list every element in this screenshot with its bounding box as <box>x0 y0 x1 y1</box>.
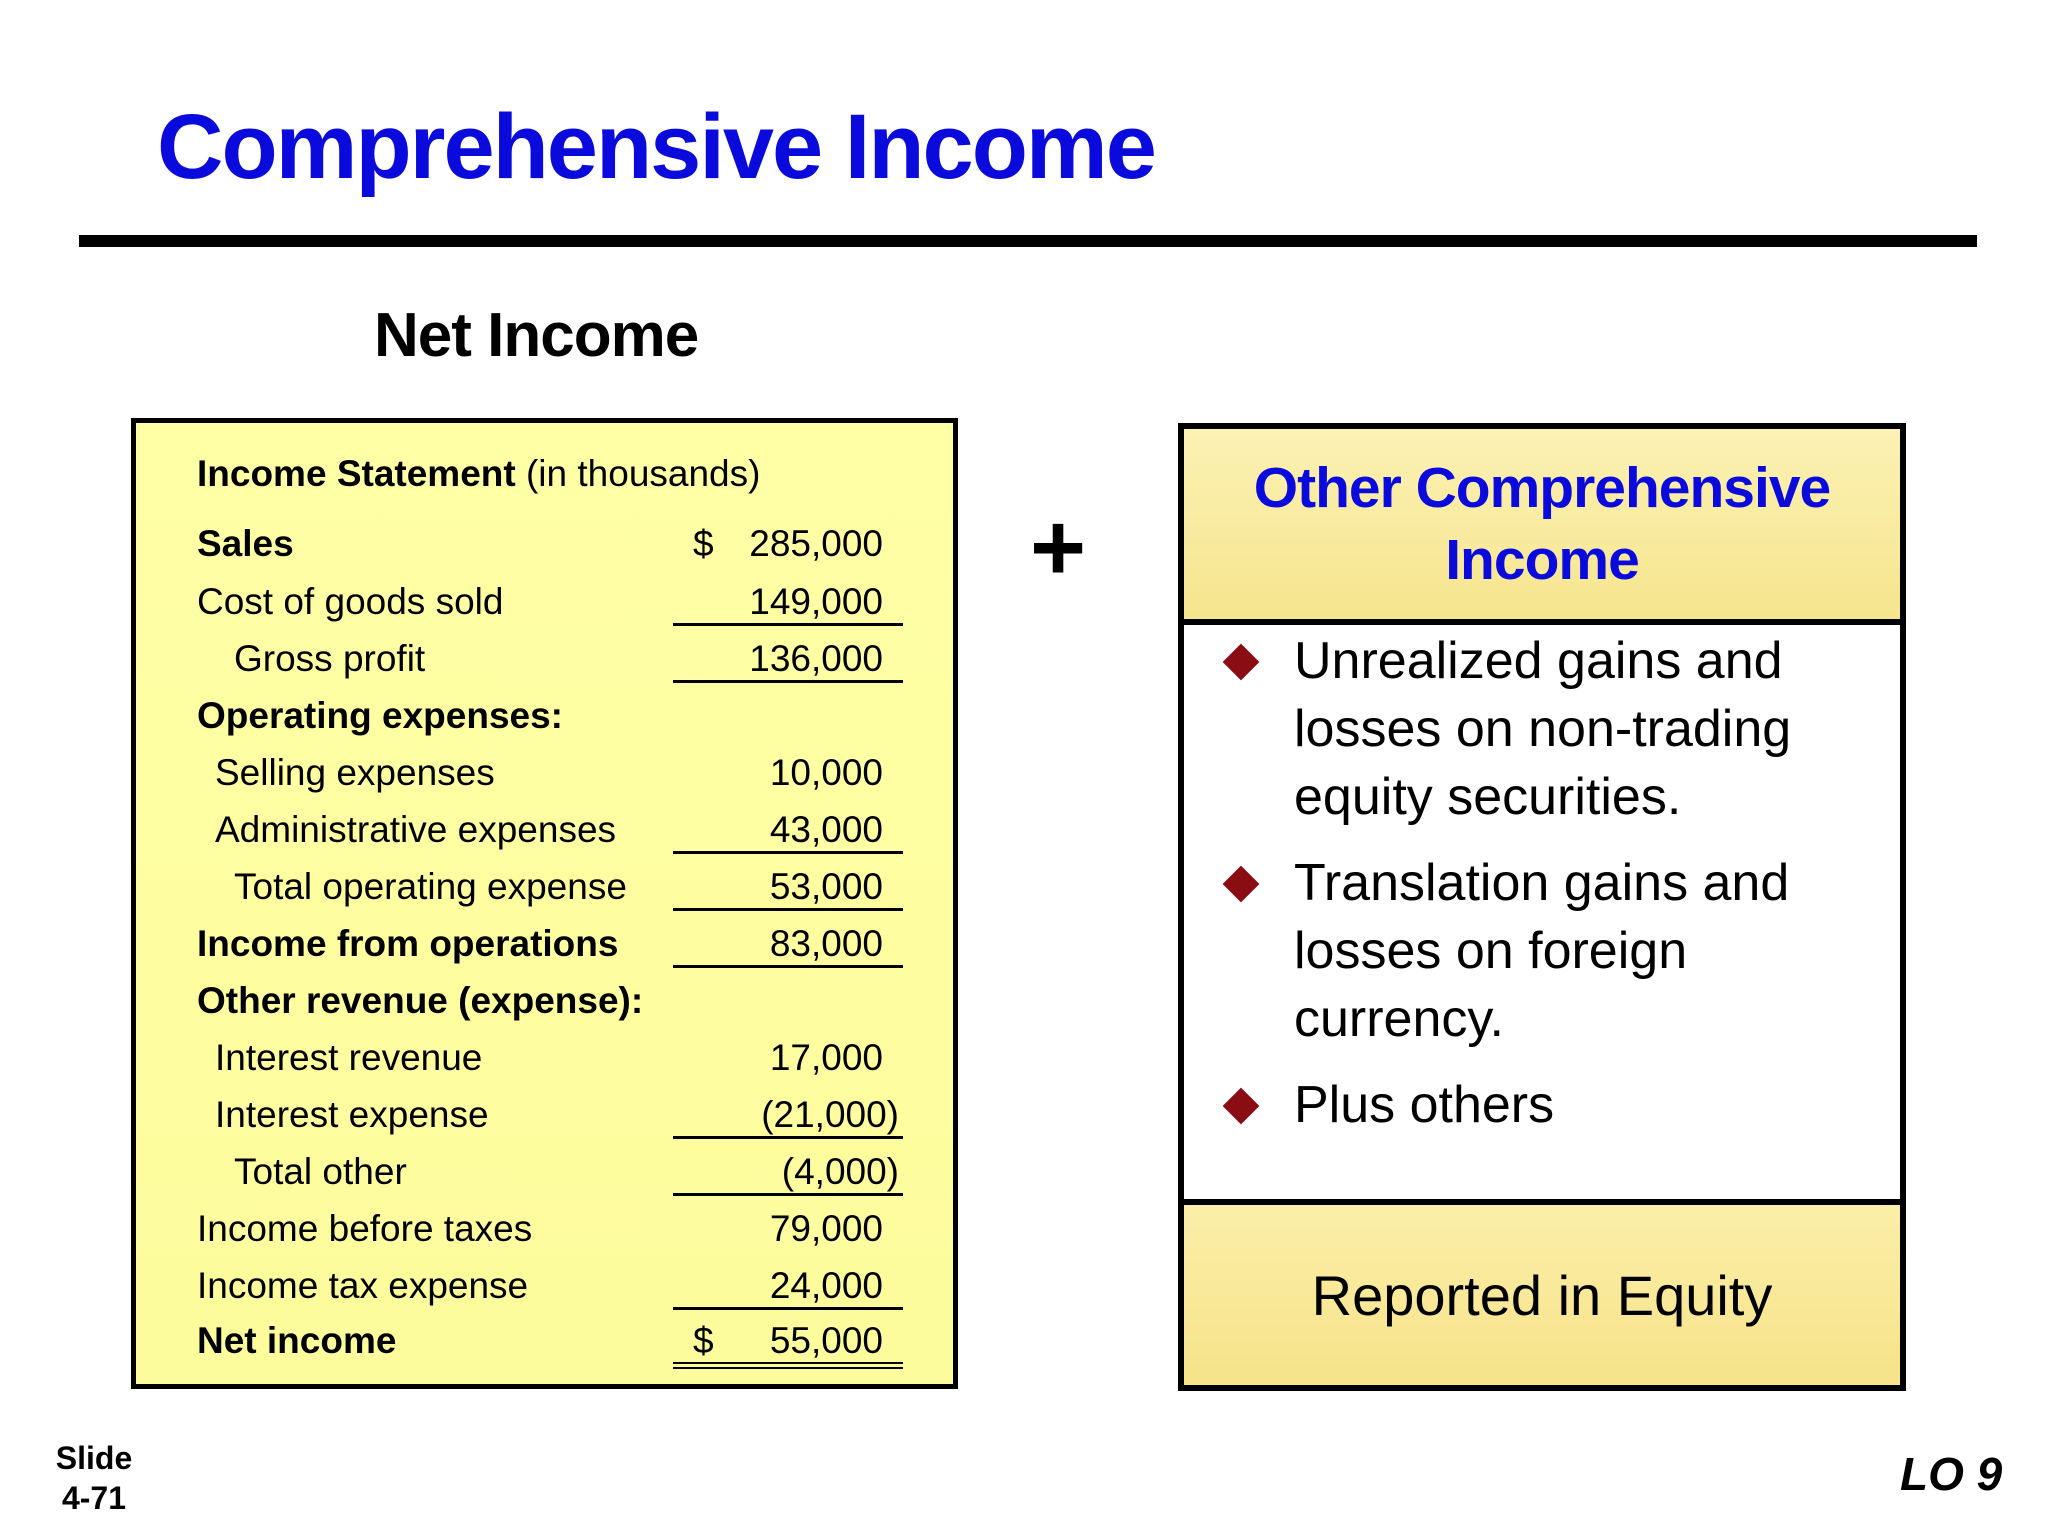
amount-value: 285,000 <box>749 523 883 564</box>
row-amount <box>673 1141 903 1196</box>
statement-row-gross-profit <box>197 628 907 685</box>
statement-row-net-income <box>197 1310 907 1367</box>
amount-value: 17,000 <box>769 1037 883 1078</box>
amount-value: (21,000) <box>761 1094 899 1135</box>
amount-value: 83,000 <box>769 923 883 964</box>
oci-item-text: Unrealized gains and losses on non-trading equity securities. <box>1294 632 1792 826</box>
row-label: Income before taxes <box>197 1208 533 1249</box>
row-label: Operating expenses: <box>197 695 564 736</box>
statement-row-income-before-taxes <box>197 1198 907 1255</box>
plus-sign: + <box>1030 494 1087 601</box>
row-label: Selling expenses <box>215 752 495 793</box>
statement-row-operating-expenses <box>197 685 907 742</box>
row-amount <box>673 1027 903 1079</box>
slide-label-word: Slide <box>55 1440 133 1476</box>
row-amount <box>673 571 903 626</box>
statement-row-cogs <box>197 571 907 628</box>
slide-label-number: 4-71 <box>61 1480 127 1516</box>
learning-objective-label: LO 9 <box>1900 1448 2003 1500</box>
amount-value: 136,000 <box>749 638 883 679</box>
row-label: Income from operations <box>197 923 619 964</box>
diamond-bullet-icon <box>1223 866 1260 903</box>
statement-heading-title: Income Statement <box>197 453 516 494</box>
statement-heading <box>197 453 760 495</box>
row-amount <box>673 1198 903 1250</box>
row-label: Interest revenue <box>215 1037 483 1078</box>
oci-item-text: Plus others <box>1294 1076 1555 1134</box>
statement-row-administrative <box>197 799 907 856</box>
row-amount <box>673 799 903 854</box>
statement-row-income-tax <box>197 1255 907 1312</box>
row-label: Total other <box>234 1151 407 1192</box>
statement-row-income-from-operations <box>197 913 907 970</box>
currency-sign: $ <box>693 523 714 564</box>
amount-value: 53,000 <box>769 866 883 907</box>
statement-row-interest-revenue <box>197 1027 907 1084</box>
diamond-bullet-icon <box>1223 1088 1260 1125</box>
statement-row-total-other <box>197 1141 907 1198</box>
statement-row-other-revenue <box>197 970 907 1027</box>
amount-value: (4,000) <box>781 1151 899 1192</box>
statement-row-sales <box>197 513 907 570</box>
row-label: Other revenue (expense): <box>197 980 644 1021</box>
row-label: Administrative expenses <box>215 809 617 850</box>
currency-sign: $ <box>693 1320 714 1361</box>
amount-value: 43,000 <box>769 809 883 850</box>
oci-header-line2: Income <box>1445 528 1639 592</box>
statement-row-total-operating <box>197 856 907 913</box>
net-income-heading: Net Income <box>374 301 699 370</box>
row-label: Income tax expense <box>197 1265 529 1306</box>
amount-value: 55,000 <box>769 1320 883 1361</box>
statement-row-selling <box>197 742 907 799</box>
row-amount <box>673 856 903 911</box>
oci-header <box>1184 429 1900 625</box>
oci-header-line1: Other Comprehensive <box>1253 456 1831 520</box>
row-amount <box>673 628 903 683</box>
row-label: Net income <box>197 1320 397 1361</box>
amount-value: 149,000 <box>749 581 883 622</box>
row-label: Gross profit <box>234 638 426 679</box>
amount-value: 79,000 <box>769 1208 883 1249</box>
diamond-bullet-icon <box>1223 644 1260 681</box>
row-label: Cost of goods sold <box>197 581 504 622</box>
row-label: Sales <box>197 523 294 564</box>
row-amount <box>673 513 903 565</box>
oci-panel <box>1178 423 1906 1391</box>
oci-footer-text: Reported in Equity <box>1311 1263 1773 1327</box>
amount-value: 10,000 <box>769 752 883 793</box>
statement-heading-units: (in thousands) <box>515 453 761 494</box>
row-amount <box>673 1310 903 1369</box>
row-amount <box>673 1084 903 1139</box>
row-amount <box>673 913 903 968</box>
row-amount <box>673 742 903 794</box>
oci-item-text: Translation gains and losses on foreign currency. <box>1294 854 1790 1048</box>
statement-row-interest-expense <box>197 1084 907 1141</box>
slide-number <box>52 1438 136 1518</box>
amount-value: 24,000 <box>769 1265 883 1306</box>
title-divider <box>79 235 1977 247</box>
income-statement-panel <box>131 418 958 1389</box>
row-label: Total operating expense <box>234 866 627 907</box>
slide-title: Comprehensive Income <box>157 96 1155 198</box>
oci-footer <box>1184 1199 1900 1385</box>
row-amount <box>673 1255 903 1310</box>
row-label: Interest expense <box>215 1094 489 1135</box>
